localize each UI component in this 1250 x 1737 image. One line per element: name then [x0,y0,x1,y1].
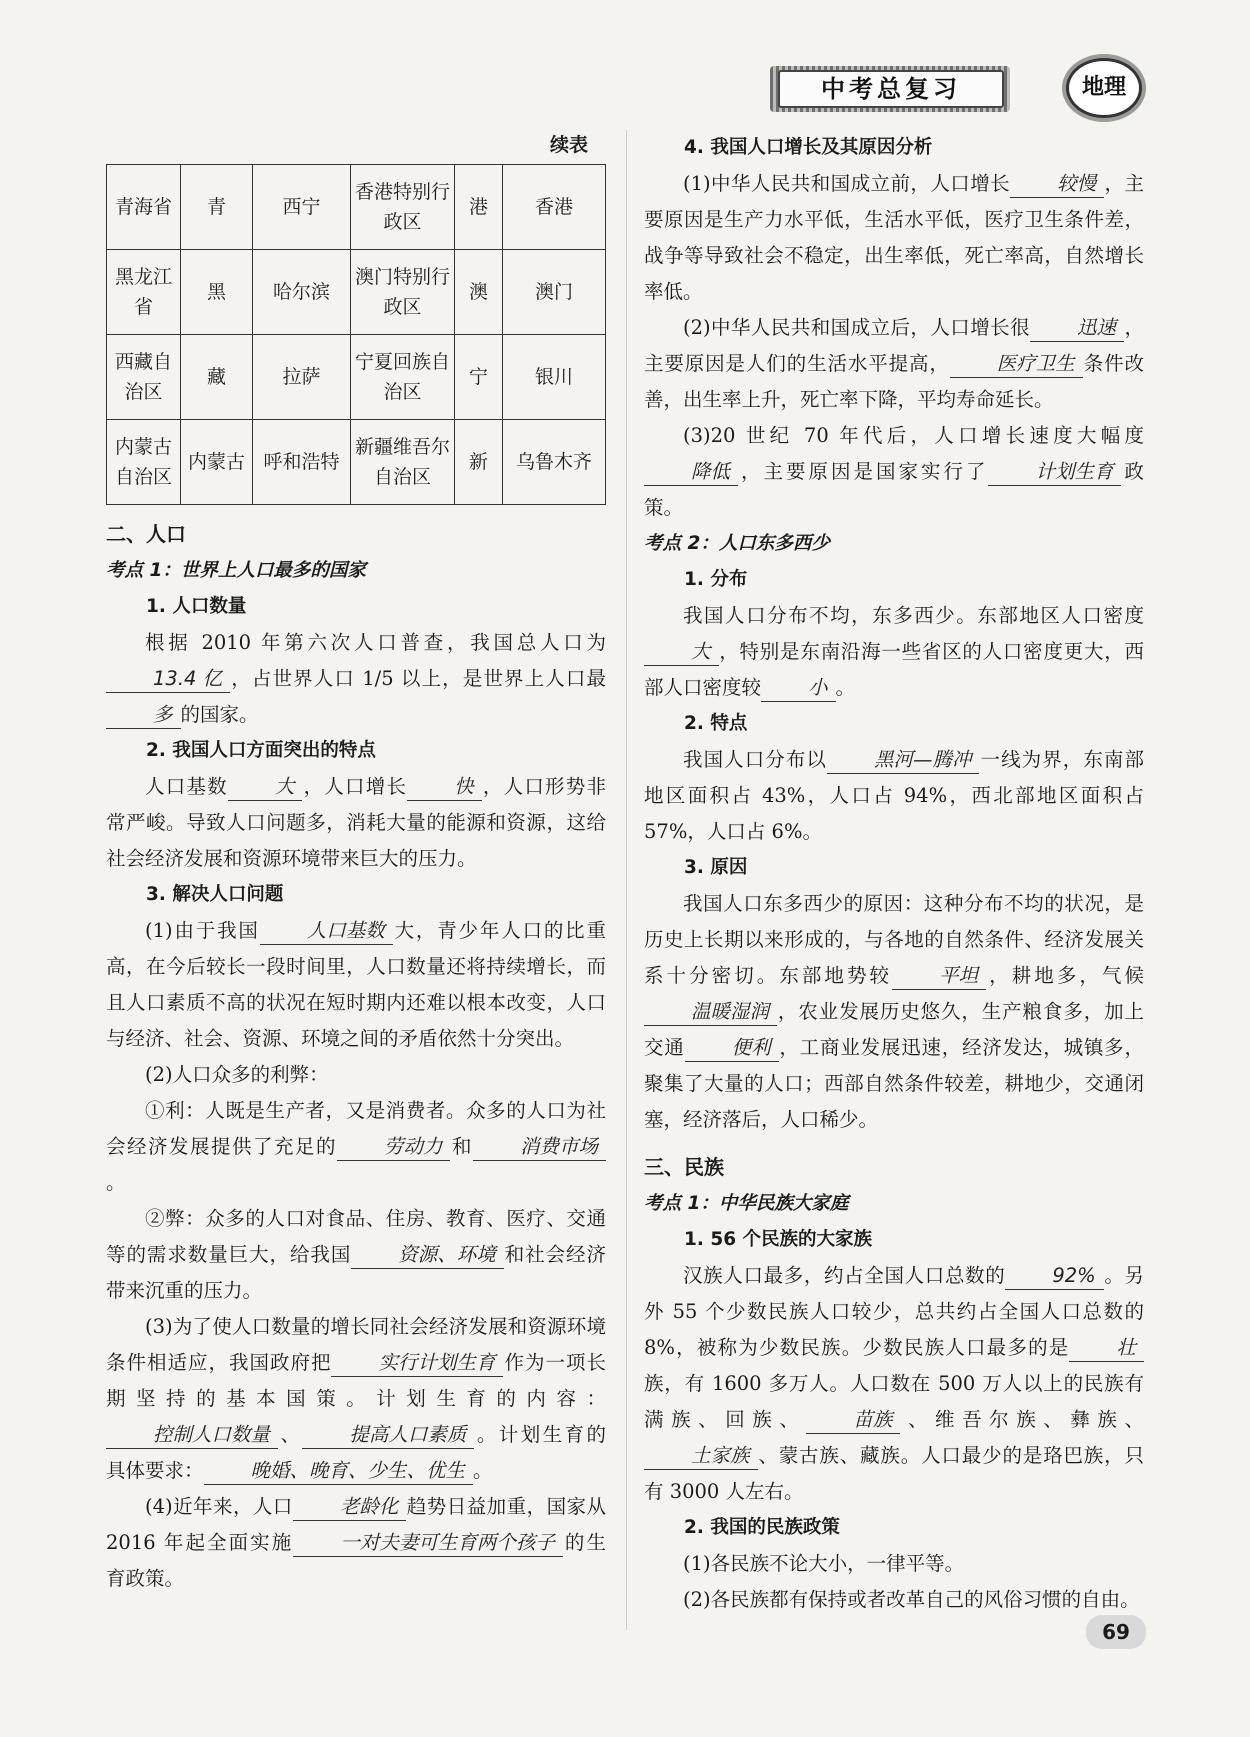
table-cell: 澳门特别行政区 [351,250,455,335]
table-cell: 新疆维吾尔自治区 [351,420,455,505]
subheading-distribution: 1. 分布 [684,569,748,590]
paragraph: (2)各民族都有保持或者改革自己的风俗习惯的自由。 [683,1588,1140,1611]
paragraph: ②弊：众多的人口对食品、住房、教育、医疗、交通等的需求数量巨大，给我国 资源、环境 和社会经济带来沉重的压力。 [106,1207,606,1302]
table-cell: 乌鲁木齐 [503,420,606,505]
table-cell: 藏 [181,335,253,420]
table-cell: 宁夏回族自治区 [351,335,455,420]
answer-blank: 实行计划生育 [331,1350,503,1377]
page-number: 69 [1086,1615,1146,1649]
table-cell: 黑 [181,250,253,335]
paragraph: 汉族人口最多，约占全国人口总数的 92% 。另外 55 个少数民族人口较少，总共约占全国人口总数的 8%，被称为少数民族。少数民族人口最多的是 壮族，有 1600 多万人。人口数在 500 万人以上的民族有满族、回族、 苗族 、维吾尔族、彝族、土家族 、蒙古族、藏族。人口最少的是珞巴族，只有 3000 人左右。 [644,1264,1144,1503]
table-row [107,250,606,335]
key-point-1: 考点 1：世界上人口最多的国家 [106,560,366,581]
answer-blank: 土家族 [644,1443,758,1470]
subheading-reasons: 3. 原因 [684,857,748,878]
answer-blank: 资源、环境 [351,1242,504,1269]
table-cell: 香港特别行政区 [351,165,455,250]
table-cell: 新 [455,420,503,505]
answer-blank: 黑河—腾冲 [827,747,980,774]
answer-blank: 13.4 亿 [106,666,230,693]
paragraph: (1)中华人民共和国成立前，人口增长 较慢 ，主要原因是生产力水平低，生活水平低，医疗卫生条件差，战争等导致社会不稳定，出生率低，死亡率高，自然增长率低。 [644,172,1144,303]
table-cell: 内蒙古 [181,420,253,505]
column-divider [626,130,627,1630]
answer-blank: 老龄化 [293,1494,407,1521]
paragraph: 我国人口分布以 黑河—腾冲 一线为界，东南部地区面积占 43%，人口占 94%，西北部地区面积占 57%，人口占 6%。 [644,748,1144,843]
answer-blank: 平坦 [892,963,986,990]
table-cell: 青海省 [107,165,181,250]
table-cell: 西藏自治区 [107,335,181,420]
table-cell: 宁 [455,335,503,420]
answer-blank: 92% [1005,1263,1103,1290]
answer-blank: 小 [761,675,836,702]
continued-label: 续表 [549,134,588,156]
paragraph: 人口基数 大 ，人口增长 快 ，人口形势非常严峻。导致人口问题多，消耗大量的能源和资源，这给社会经济发展和资源环境带来巨大的压力。 [106,775,606,870]
table-cell: 青 [181,165,253,250]
answer-blank: 较慢 [1010,171,1104,198]
answer-blank: 迅速 [1030,315,1124,342]
subject-badge: 地理 [1066,58,1142,118]
table-cell: 呼和浩特 [253,420,351,505]
paragraph: 我国人口分布不均，东多西少。东部地区人口密度大 ，特别是东南沿海一些省区的人口密度更大，西部人口密度较 小 。 [644,598,1144,706]
answer-blank: 人口基数 [260,918,393,945]
paragraph: (3)20 世纪 70 年代后，人口增长速度大幅度降低 ，主要原因是国家实行了 计划生育 政策。 [644,424,1144,519]
paragraph: (1)由于我国 人口基数 大，青少年人口的比重高，在今后较长一段时间里，人口数量还将持续增长，而且人口素质不高的状况在短时期内还难以根本改变，人口与经济、社会、资源、环境之间的矛盾依然十分突出。 [106,919,606,1050]
key-point-2: 考点 2：人口东多西少 [644,533,830,554]
table-row [107,165,606,250]
answer-blank: 提高人口素质 [302,1422,474,1449]
table-row [107,335,606,420]
table-cell: 哈尔滨 [253,250,351,335]
table-cell: 西宁 [253,165,351,250]
table-cell: 港 [455,165,503,250]
answer-blank: 一对夫妻可生育两个孩子 [293,1530,563,1557]
answer-blank: 便利 [685,1035,779,1062]
answer-blank: 苗族 [806,1407,900,1434]
subheading-2: 2. 我国人口方面突出的特点 [146,740,376,761]
answer-blank: 壮 [1069,1335,1144,1362]
paragraph: (2)中华人民共和国成立后，人口增长很 迅速 ，主要原因是人们的生活水平提高， 医疗卫生 条件改善，出生率上升，死亡率下降，平均寿命延长。 [644,316,1144,411]
header-title: 中考总复习 [778,70,1004,108]
paragraph: 我国人口东多西少的原因：这种分布不均的状况，是历史上长期以来形成的，与各地的自然条件、经济发展关系十分密切。东部地势较 平坦 ，耕地多，气候温暖湿润 ，农业发展历史悠久，生产粮食多，加上交通 便利 ，工商业发展迅速，经济发达，城镇多，聚集了大量的人口；西部自然条件较差，耕地少，交通闭塞，经济落后，人口稀少。 [644,892,1144,1131]
subheading-4: 4. 我国人口增长及其原因分析 [684,137,933,158]
province-table [106,164,606,505]
table-cell: 银川 [503,335,606,420]
answer-blank: 大 [228,774,303,801]
paragraph: (4)近年来，人口 老龄化 趋势日益加重，国家从 2016 年起全面实施 一对夫妻可生育两个孩子 的生育政策。 [106,1495,606,1590]
answer-blank: 快 [407,774,482,801]
table-cell: 香港 [503,165,606,250]
subheading-3: 3. 解决人口问题 [146,884,284,905]
subheading-features: 2. 特点 [684,713,748,734]
section-heading-population: 二、人口 [106,522,186,546]
table-row [107,420,606,505]
answer-blank: 控制人口数量 [106,1422,278,1449]
right-column [644,130,1144,1618]
left-column [106,130,606,1597]
subheading-ethnic-policy: 2. 我国的民族政策 [684,1517,840,1538]
paragraph: 根据 2010 年第六次人口普查，我国总人口为13.4 亿 ，占世界人口 1/5 以上，是世界上人口最多 的国家。 [106,625,606,733]
paragraph: (3)为了使人口数量的增长同社会经济发展和资源环境条件相适应，我国政府把 实行计划生育 作为一项长期坚持的基本国策。计划生育的内容：控制人口数量 、 提高人口素质 。计划生育的具体要求： 晚婚、晚育、少生、优生 。 [106,1309,606,1489]
answer-blank: 晚婚、晚育、少生、优生 [204,1458,474,1485]
answer-blank: 降低 [644,459,738,486]
answer-blank: 多 [106,702,181,729]
section-heading-ethnic: 三、民族 [644,1155,724,1179]
subheading-1: 1. 人口数量 [146,596,247,617]
answer-blank: 温暖湿润 [644,999,777,1026]
answer-blank: 大 [644,639,719,666]
answer-blank: 劳动力 [337,1134,451,1161]
subheading-56-ethnic: 1. 56 个民族的大家族 [684,1229,873,1250]
table-cell: 内蒙古自治区 [107,420,181,505]
table-cell: 黑龙江省 [107,250,181,335]
paragraph: ①利：人既是生产者，又是消费者。众多的人口为社会经济发展提供了充足的 劳动力 和 消费市场。 [106,1099,606,1194]
paragraph: (2)人口众多的利弊： [145,1063,329,1086]
answer-blank: 计划生育 [988,459,1121,486]
answer-blank: 医疗卫生 [950,351,1083,378]
answer-blank: 消费市场 [473,1134,606,1161]
table-cell: 拉萨 [253,335,351,420]
paragraph: (1)各民族不论大小，一律平等。 [683,1552,965,1575]
table-cell: 澳门 [503,250,606,335]
table-cell: 澳 [455,250,503,335]
key-point-3: 考点 1：中华民族大家庭 [644,1193,849,1214]
